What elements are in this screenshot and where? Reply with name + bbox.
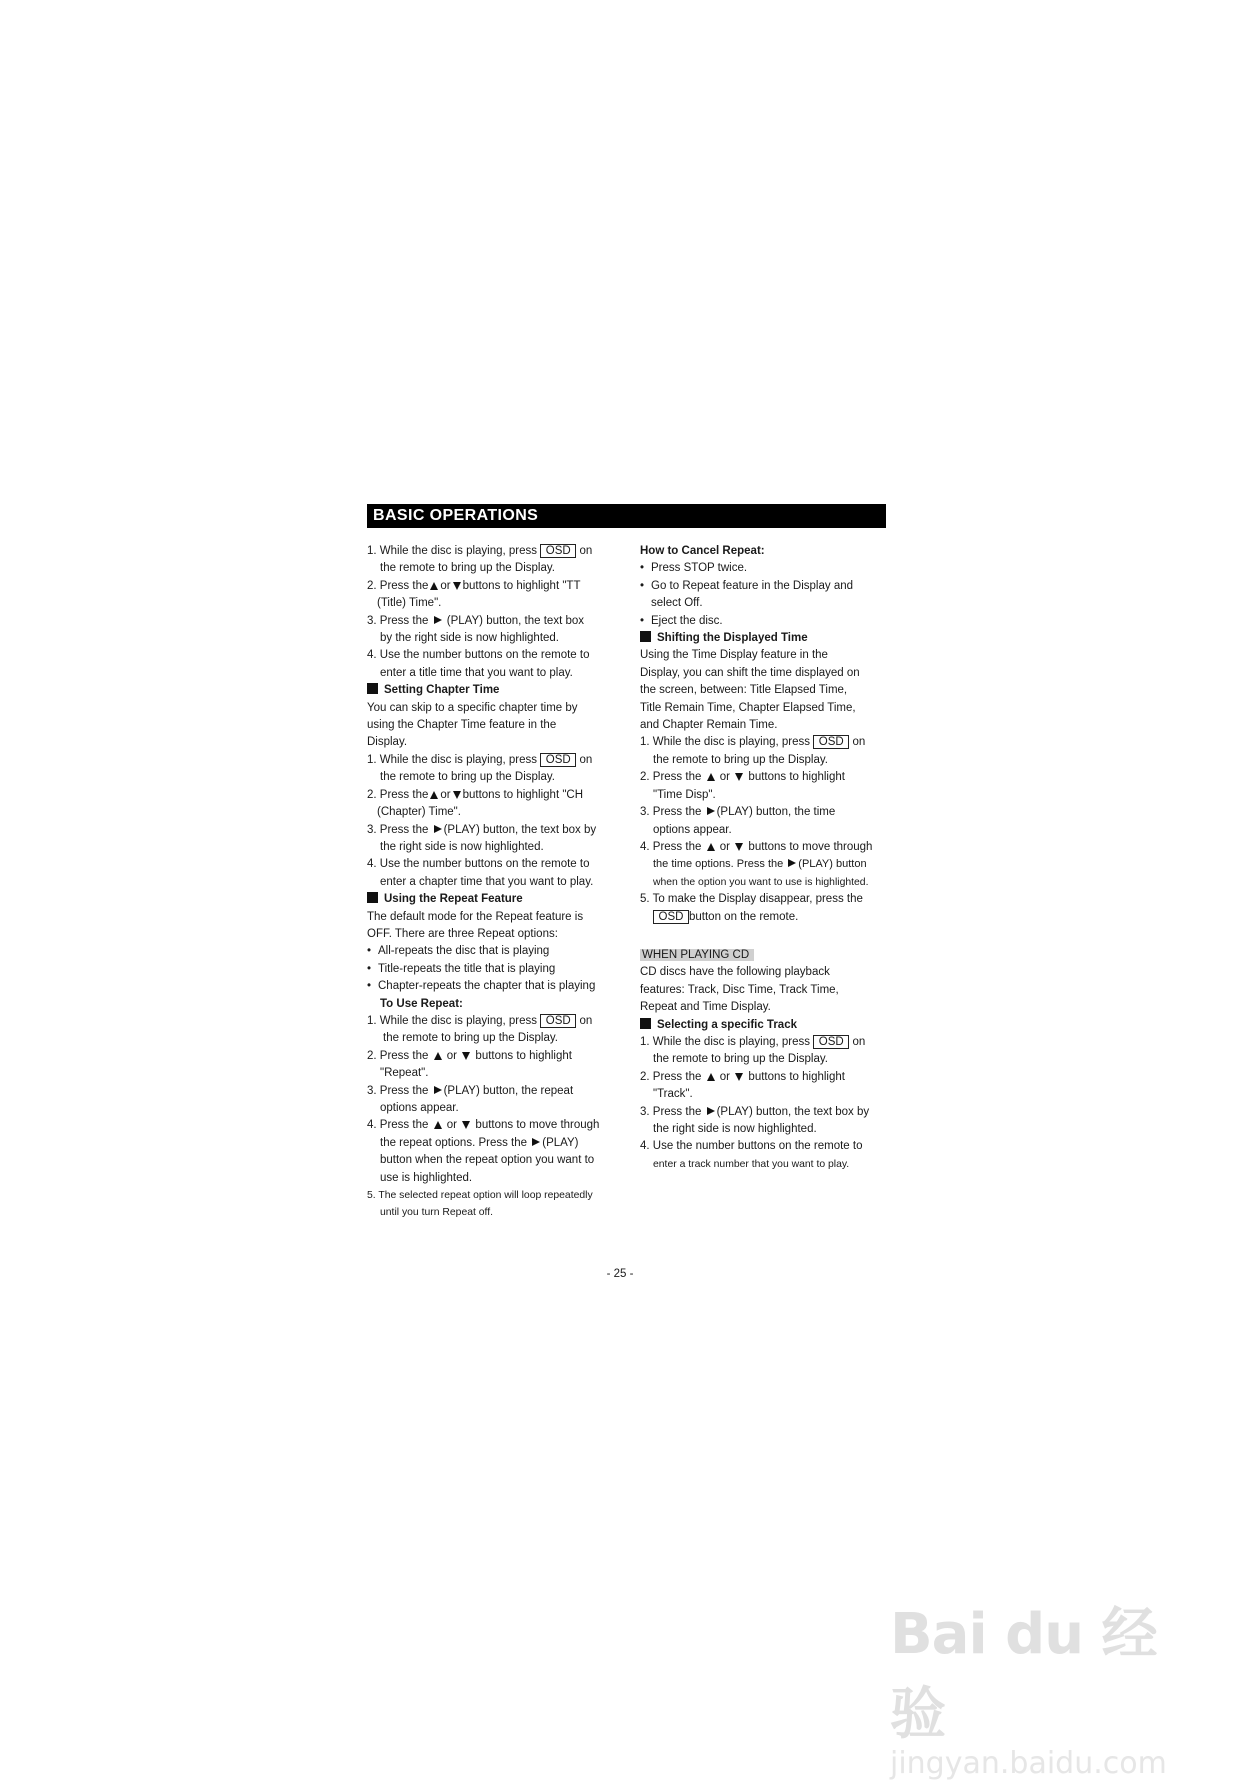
down-arrow-icon — [462, 1052, 470, 1060]
play-icon — [707, 807, 715, 815]
step-line: "Repeat". — [380, 1067, 429, 1080]
step-line: enter a track number that you want to play. — [653, 1158, 850, 1170]
step-line: the remote to bring up the Display. — [380, 562, 555, 575]
step-line: (Chapter) Time". — [377, 806, 461, 819]
subheading-cancel-repeat: How to Cancel Repeat: — [640, 545, 765, 557]
step-line: 3. Press the (PLAY) button, the text box by — [640, 1105, 870, 1118]
step-line: 4. Press the or buttons to move through — [367, 1119, 600, 1132]
step-line: 2. Press the or buttons to highlight — [640, 771, 845, 784]
step-line: the remote to bring up the Display. — [380, 771, 555, 784]
down-arrow-icon — [462, 1121, 470, 1129]
paragraph-line: OFF. There are three Repeat options: — [367, 927, 558, 940]
paragraph-line: Using the Time Display feature in the — [640, 649, 828, 662]
step-line: 3. Press the (PLAY) button, the time — [640, 806, 836, 819]
watermark — [890, 1590, 1190, 1781]
up-arrow-icon — [434, 1052, 442, 1060]
step-line: the time options. Press the (PLAY) button — [653, 858, 867, 871]
down-arrow-icon — [735, 1073, 743, 1081]
paragraph-line: CD discs have the following playback — [640, 966, 830, 979]
osd-button-label: OSD — [653, 910, 689, 924]
subheading-chapter-time: Setting Chapter Time — [367, 682, 617, 699]
step-line: when the option you want to use is highlighted. — [653, 876, 869, 888]
osd-button-label: OSD — [813, 735, 849, 749]
paragraph-line: Repeat and Time Display. — [640, 1001, 771, 1014]
down-arrow-icon — [735, 843, 743, 851]
step-line: 5. To make the Display disappear, press the — [640, 893, 863, 906]
play-icon — [532, 1138, 540, 1146]
paragraph-line: Title Remain Time, Chapter Elapsed Time, — [640, 701, 856, 714]
step-line: enter a chapter time that you want to play. — [380, 875, 594, 888]
paragraph-line: features: Track, Disc Time, Track Time, — [640, 983, 839, 996]
step-line: the remote to bring up the Display. — [383, 1032, 558, 1045]
bullet-item: • Eject the disc. — [640, 614, 723, 627]
step-line: enter a title time that you want to play. — [380, 666, 573, 679]
square-bullet-icon — [367, 683, 378, 694]
up-arrow-icon — [707, 773, 715, 781]
up-arrow-icon — [434, 1121, 442, 1129]
step-line: the right side is now highlighted. — [653, 1123, 817, 1135]
step-line: options appear. — [380, 1102, 459, 1114]
step-line: use is highlighted. — [380, 1171, 473, 1184]
step-line: 1. While the disc is playing, press OSD on — [367, 545, 593, 557]
step-line: 2. Press the or buttons to highlight "TT — [367, 579, 581, 592]
step-line: (Title) Time". — [377, 597, 442, 610]
paragraph-line: Display. — [367, 736, 408, 749]
step-line: 2. Press the or buttons to highlight — [367, 1049, 572, 1062]
step-line: 1. While the disc is playing, press OSD on — [367, 1014, 593, 1027]
step-line: the remote to bring up the Display. — [653, 753, 828, 766]
bullet-item: • Go to Repeat feature in the Display and — [640, 579, 854, 592]
left-column — [367, 543, 617, 1222]
down-arrow-icon — [453, 791, 461, 799]
square-bullet-icon — [367, 892, 378, 903]
paragraph-line: the screen, between: Title Elapsed Time, — [640, 684, 848, 697]
up-arrow-icon — [430, 791, 438, 799]
step-line: 5. The selected repeat option will loop repeatedly — [367, 1190, 593, 1202]
paragraph-line: The default mode for the Repeat feature is — [367, 910, 584, 923]
right-column — [640, 543, 890, 1173]
square-bullet-icon — [640, 631, 651, 642]
down-arrow-icon — [453, 582, 461, 590]
play-icon — [788, 859, 796, 867]
step-line: "Time Disp". — [653, 788, 716, 801]
play-icon — [707, 1107, 715, 1115]
step-line: 4. Use the number buttons on the remote to — [367, 858, 590, 871]
up-arrow-icon — [707, 1073, 715, 1081]
step-line: 2. Press the or buttons to highlight "CH — [367, 788, 584, 801]
down-arrow-icon — [735, 773, 743, 781]
square-bullet-icon — [640, 1018, 651, 1029]
subheading-select-track: Selecting a specific Track — [640, 1017, 890, 1034]
step-line: button when the repeat option you want to — [380, 1154, 595, 1167]
paragraph-line: Display, you can shift the time displayed on — [640, 666, 860, 679]
osd-button-label: OSD — [813, 1035, 849, 1049]
watermark-url: jingyan.baidu.com — [890, 1746, 1167, 1781]
step-line: the right side is now highlighted. — [380, 840, 544, 853]
bullet-item: • Chapter-repeats the chapter that is playing — [367, 980, 596, 993]
play-icon — [434, 825, 442, 833]
subheading-use-repeat: To Use Repeat: — [380, 997, 463, 1010]
step-line: 4. Use the number buttons on the remote to — [367, 649, 590, 662]
paragraph-line: You can skip to a specific chapter time by — [367, 701, 578, 714]
subheading-repeat-feature: Using the Repeat Feature — [367, 891, 617, 908]
step-line: until you turn Repeat off. — [380, 1207, 494, 1219]
up-arrow-icon — [707, 843, 715, 851]
step-line: by the right side is now highlighted. — [380, 632, 559, 645]
play-icon — [434, 1086, 442, 1094]
step-line: 4. Press the or buttons to move through — [640, 840, 873, 853]
step-line: 1. While the disc is playing, press OSD on — [640, 1035, 866, 1048]
paragraph-line: using the Chapter Time feature in the — [367, 719, 557, 732]
step-line: 3. Press the (PLAY) button, the text box — [367, 614, 585, 627]
step-line: OSD button on the remote. — [640, 909, 890, 926]
up-arrow-icon — [430, 582, 438, 590]
step-line: "Track". — [653, 1088, 693, 1101]
subheading-shift-time: Shifting the Displayed Time — [640, 630, 890, 647]
paragraph-line: and Chapter Remain Time. — [640, 719, 778, 732]
section-header: BASIC OPERATIONS — [367, 504, 886, 528]
step-line: 4. Use the number buttons on the remote to — [640, 1140, 863, 1153]
bullet-item: • All-repeats the disc that is playing — [367, 945, 550, 958]
osd-button-label: OSD — [540, 1014, 576, 1028]
bullet-item: select Off. — [651, 597, 703, 610]
step-line: 3. Press the (PLAY) button, the repeat — [367, 1084, 574, 1097]
play-icon — [434, 616, 442, 624]
step-line: the remote to bring up the Display. — [653, 1053, 828, 1066]
page-number: - 25 - — [606, 1268, 634, 1280]
step-line: options appear. — [653, 823, 732, 836]
step-line: 1. While the disc is playing, press OSD on — [367, 753, 593, 766]
bullet-item: • Press STOP twice. — [640, 562, 748, 575]
step-line: the repeat options. Press the (PLAY) — [380, 1136, 579, 1149]
step-line: 2. Press the or buttons to highlight — [640, 1070, 845, 1083]
step-line: 3. Press the (PLAY) button, the text box by — [367, 823, 597, 836]
osd-button-label: OSD — [540, 753, 576, 767]
section-label-cd: WHEN PLAYING CD — [640, 947, 890, 964]
baidu-logo: Bai du 经验 — [890, 1602, 1157, 1747]
osd-button-label: OSD — [540, 544, 576, 558]
step-line: 1. While the disc is playing, press OSD on — [640, 736, 866, 749]
bullet-item: • Title-repeats the title that is playing — [367, 962, 556, 975]
